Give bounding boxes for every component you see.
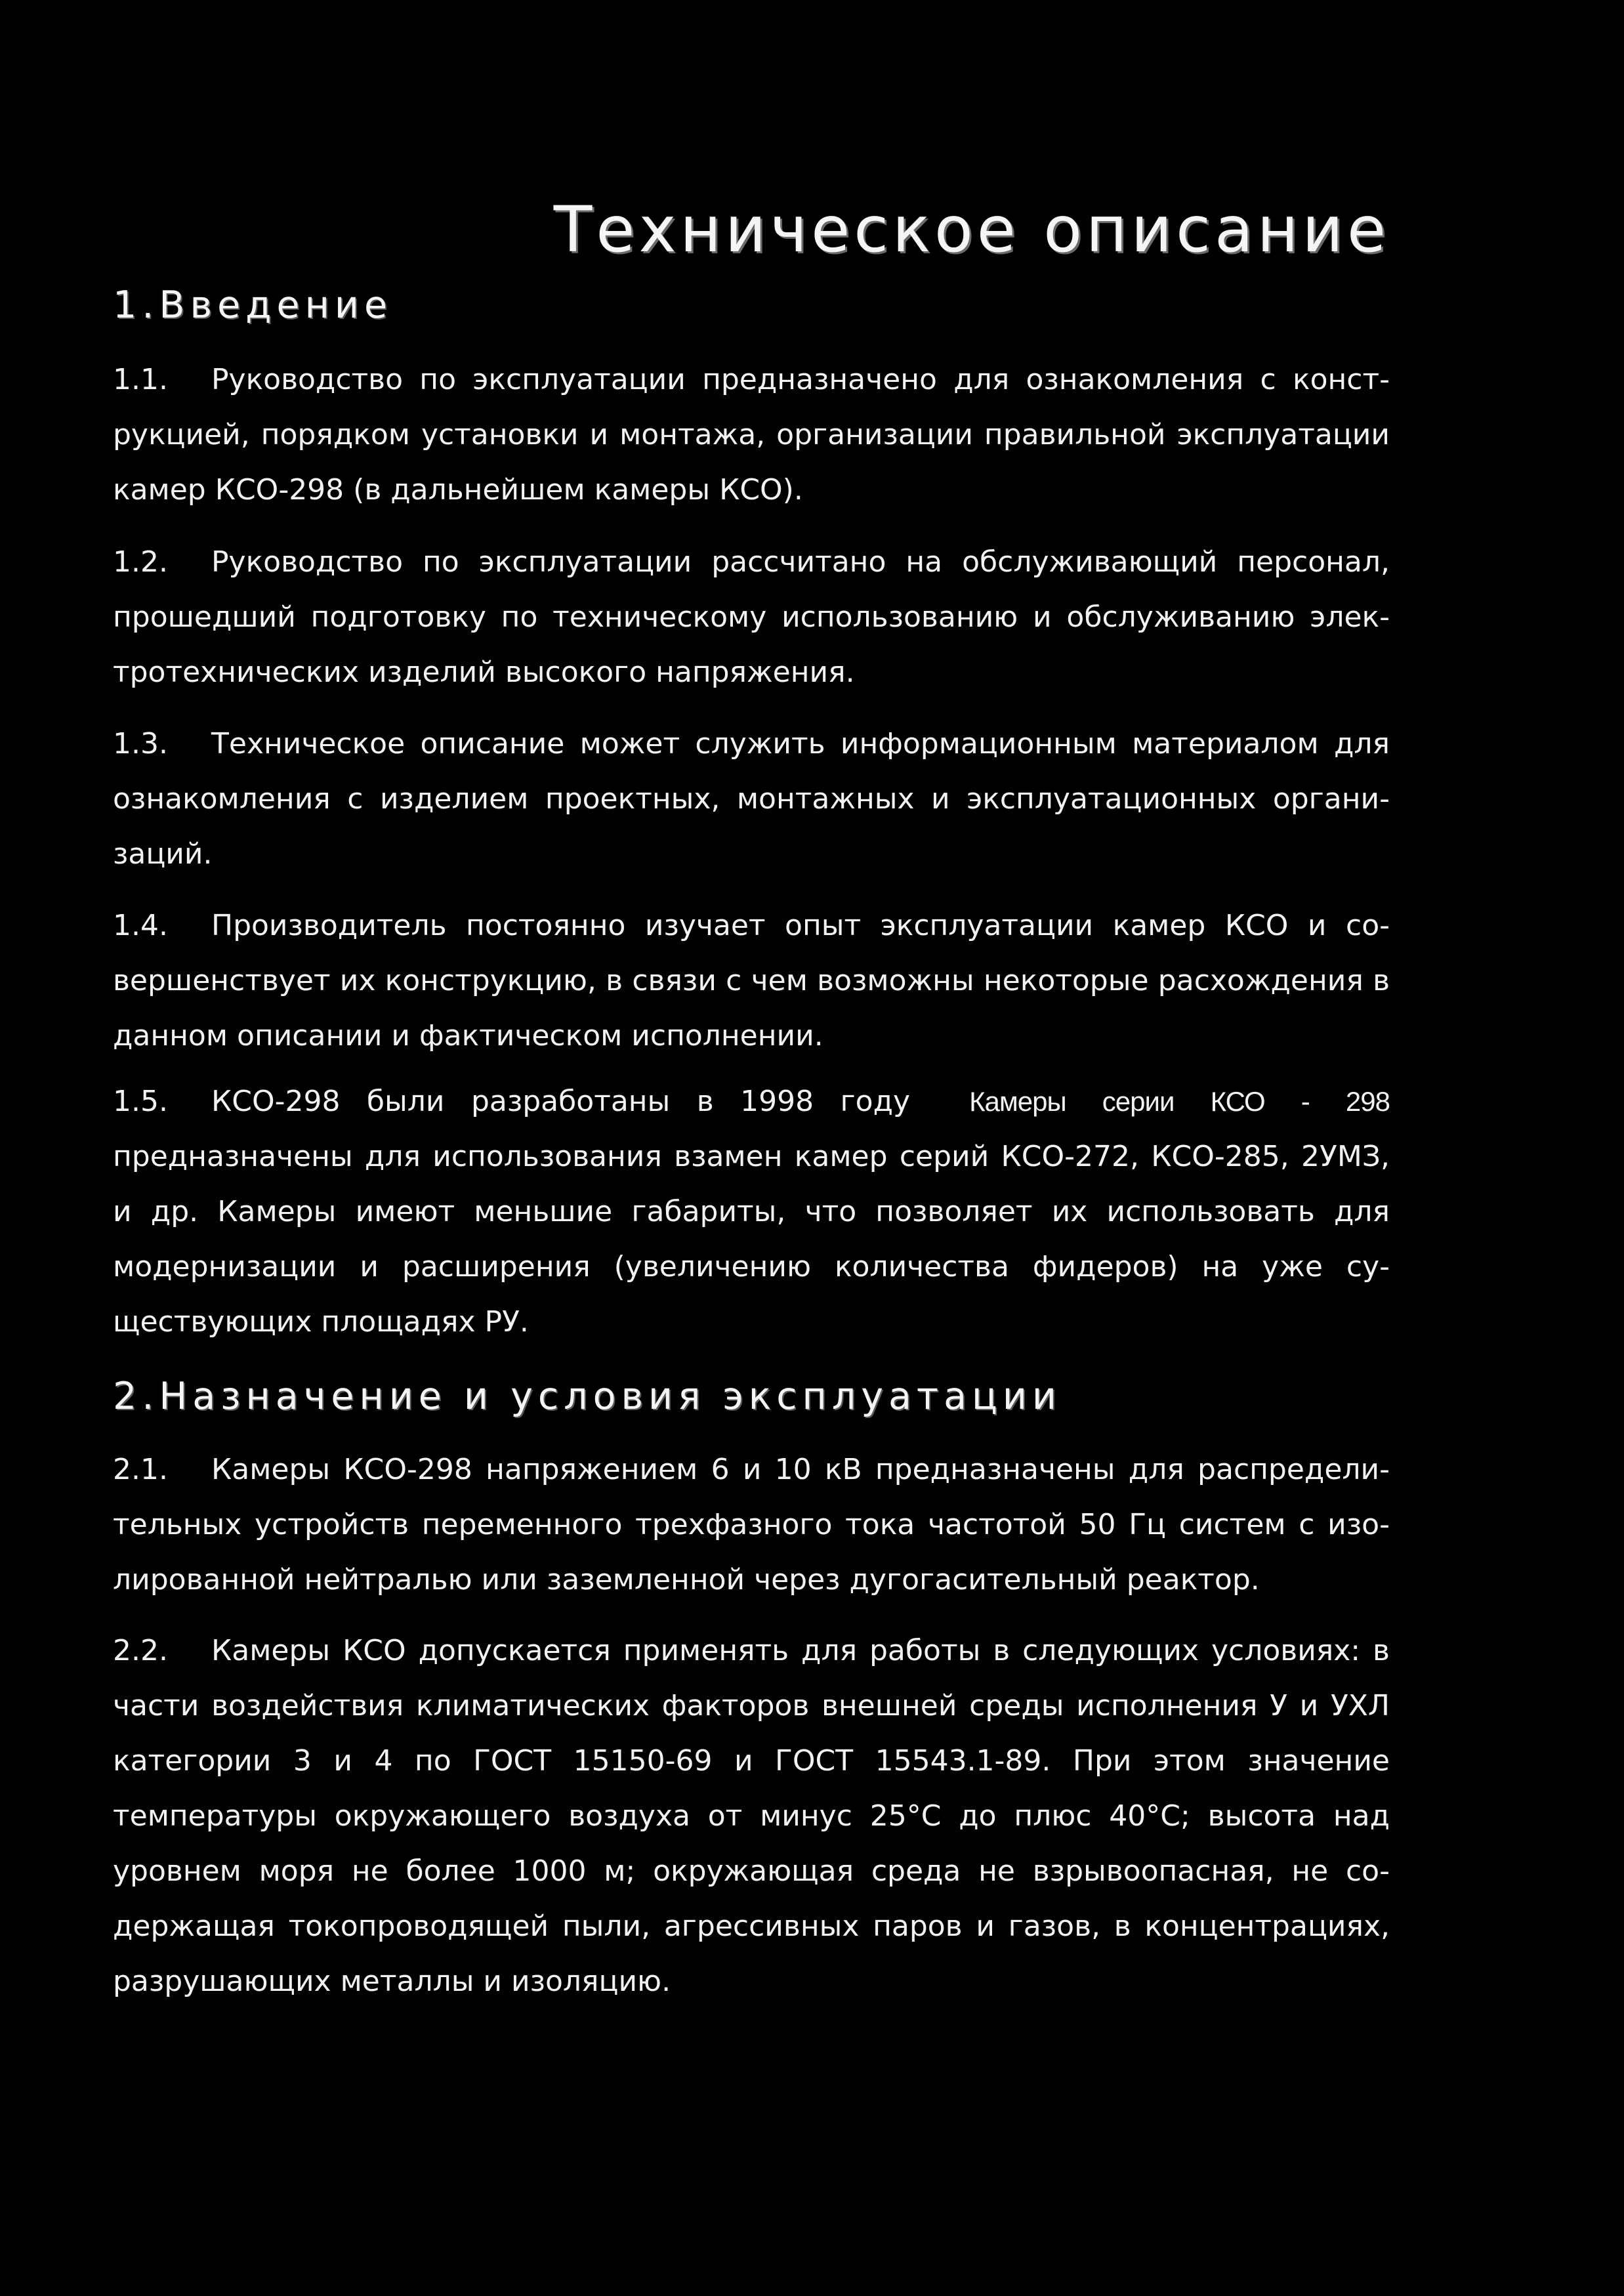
section-heading-introduction: 1.Введение [113,283,393,327]
paragraph-number: 1.5. [113,1085,168,1118]
paragraph-number: 1.3. [113,727,168,761]
paragraph-2-1 [113,1442,1390,1608]
paragraph-number: 2.2. [113,1634,168,1667]
paragraph-1-4 [113,898,1390,1064]
paragraph-number: 1.4. [113,909,168,942]
paragraph-number: 1.1. [113,363,168,396]
paragraph-text: Руководство по эксплуатации рассчитано на обслуживающий персонал, прошедший подготовку по техническому использованию и обслуживанию электротехнических изделий высокого напряжения. [113,545,1390,689]
paragraph-1-1 [113,352,1390,518]
paragraph-number: 2.1. [113,1453,168,1486]
paragraph-text: Производитель постоянно изучает опыт эксплуатации камер КСО и совершенствует их конструкцию, в связи с чем возможны некоторые расхождения в данном описании и фактическом исполнении. [113,909,1390,1053]
paragraph-2-2 [113,1623,1390,2009]
paragraph-text: Техническое описание может служить информационным материалом для ознакомления с изделием проектных, монтажных и эксплуатационных организаций. [113,727,1390,871]
paragraph-number: 1.2. [113,545,168,579]
paragraph-text: Руководство по эксплуатации предназначено для ознакомления с конструкцией, порядком установки и монтажа, организации правильной эксплуатации камер КСО-298 (в дальнейшем камеры КСО). [113,363,1390,507]
paragraph-text: Камеры КСО допускается применять для работы в следующих условиях: в части воздействия климатических факторов внешней среды исполнения У и УХЛ категории 3 и 4 по ГОСТ 15150-69 и ГОСТ 15543.1-89. При этом значение температуры окружающего воздуха от минус 25°С до плюс 40°С; высота над уровнем моря не более 1000 м; окружающая среда не взрывоопасная, не содержащая токопроводящей пыли, агрессивных паров и газов, в концентрациях, разрушающих металлы и изоляцию. [113,1634,1390,1998]
paragraph-1-3 [113,717,1390,882]
section-heading-purpose: 2.Назначение и условия эксплуатации [113,1375,1062,1418]
paragraph-text-part2: Камеры серии КСО - 298 [969,1086,1390,1117]
paragraph-text: Камеры КСО-298 напряжением 6 и 10 кВ предназначены для распределительных устройств переменного трехфазного тока частотой 50 Гц систем с изолированной нейтралью или заземленной через дугогасительный реактор. [113,1453,1390,1597]
paragraph-text-part3: предназначены для использования взамен камер серий КСО-272, КСО-285, 2УМЗ, и др. Камеры имеют меньшие габариты, что позволяет их использовать для модернизации и расширения (увеличению количества фидеров) на уже существующих площадях РУ. [113,1140,1390,1339]
paragraph-text-part1: КСО-298 были разработаны в 1998 году [211,1085,911,1118]
paragraph-1-5 [113,1074,1390,1350]
document-title: Техническое описание [553,193,1390,266]
paragraph-1-2 [113,535,1390,700]
